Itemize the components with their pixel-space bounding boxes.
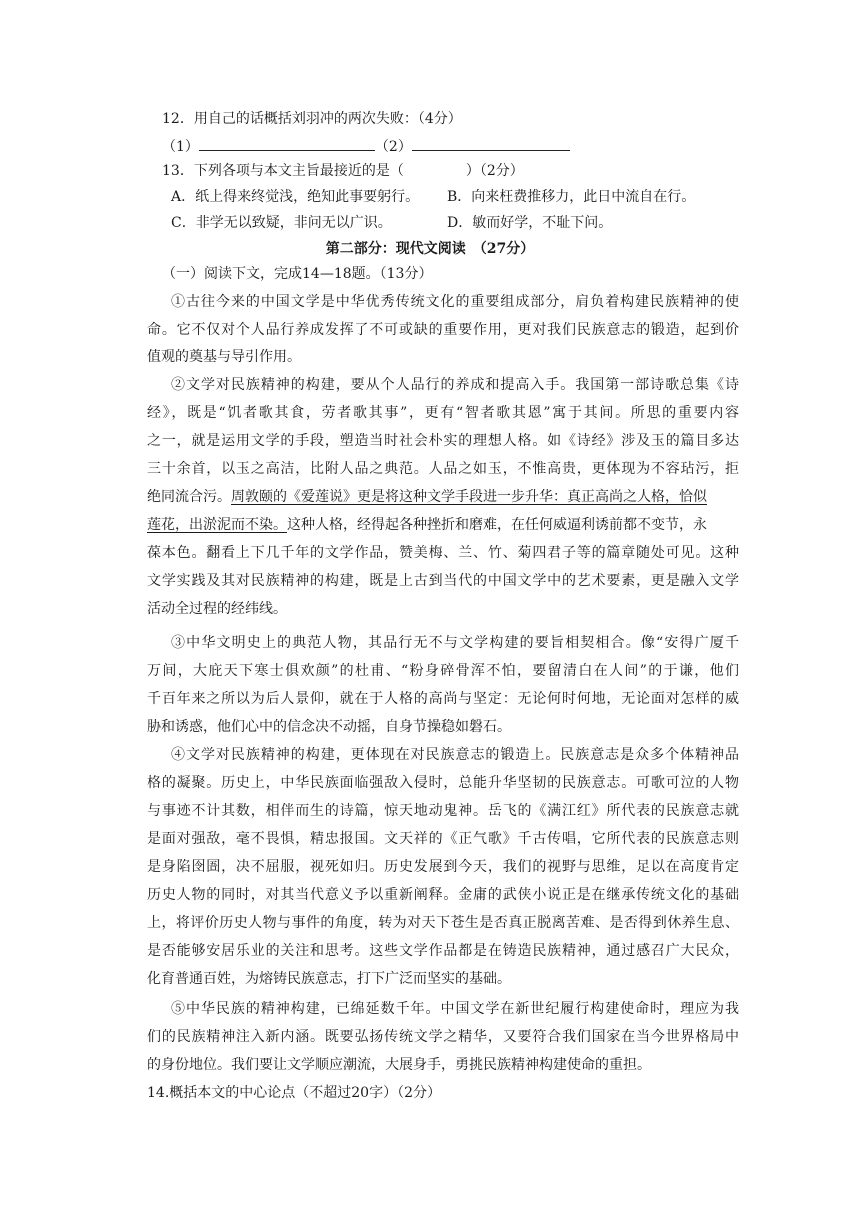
paragraph-4-line-6: 历史人物的同时，对其当代意义予以重新阐释。金庸的武侠小说正是在继承传统文化的基础 xyxy=(147,887,739,903)
question-13-score: ）（2分） xyxy=(465,163,524,179)
paragraph-4-line-9: 化育普通百姓，为熔铸民族意志，打下广泛而坚实的基础。 xyxy=(147,971,511,987)
paragraph-4-line-1: ④文学对民族精神的构建，更体现在对民族意志的锻造上。民族意志是众多个体精神品 xyxy=(171,747,739,763)
paragraph-3-line-3: 千百年来之所以为后人景仰，就在于人格的高尚与坚定：无论何时何地，无论面对怎样的威 xyxy=(147,691,739,707)
paragraph-2-line-8: 文学实践及其对民族精神的构建，既是上古到当代的中国文学中的艺术要素，更是融入文学 xyxy=(147,573,739,589)
paragraph-2-line-5-text: 绝同流合污。 xyxy=(147,489,231,505)
underlined-sentence-part-2: 莲花，出淤泥而不染。 xyxy=(147,517,287,533)
paragraph-5-line-1: ⑤中华民族的精神构建，已绵延数千年。中国文学在新世纪履行构建使命时，理应为我 xyxy=(171,1001,739,1017)
underlined-sentence-part-1: 周敦颐的《爱莲说》更是将这种文学手段进一步升华：真正高尚之人格，恰似 xyxy=(231,489,707,505)
paragraph-4-line-3: 与事迹不计其数，相伴而生的诗篇，惊天地动鬼神。岳飞的《满江红》所代表的民族意志就 xyxy=(147,803,739,819)
paragraph-2-line-6-text: 这种人格，经得起各种挫折和磨难，在任何威逼利诱前都不变节，永 xyxy=(287,517,707,533)
blank-1-label: （1） xyxy=(162,139,199,155)
option-a: A．纸上得来终觉浅，绝知此事要躬行。 xyxy=(171,189,420,205)
answer-blank-2[interactable] xyxy=(412,136,570,151)
option-d: D．敏而好学，不耻下问。 xyxy=(447,215,613,231)
paragraph-2-line-4: 三十余首，以玉之高洁，比附人品之典范。人品之如玉，不惟高贵，更体现为不容玷污，拒 xyxy=(147,461,739,477)
section-subtitle: （一）阅读下文，完成14—18题。（13分） xyxy=(162,266,433,282)
paragraph-2-line-6 xyxy=(147,516,707,534)
paragraph-3-line-2: 万间，大庇天下寒士俱欢颜”的杜甫、“粉身碎骨浑不怕，要留清白在人间”的于谦，他们 xyxy=(147,663,739,679)
paragraph-2-line-2: 经》，既是“饥者歌其食，劳者歌其事”，更有“智者歌其恩”寓于其间。所思的重要内容 xyxy=(147,405,739,421)
paragraph-2-line-7: 葆本色。翻看上下几千年的文学作品，赞美梅、兰、竹、菊四君子等的篇章随处可见。这种 xyxy=(147,545,739,561)
paragraph-4-line-5: 是身陷囹圄，决不屈服，视死如归。历史发展到今天，我们的视野与思维，足以在高度肯定 xyxy=(147,859,739,875)
paragraph-5-line-2: 们的民族精神注入新内涵。既要弘扬传统文学之精华，又要符合我们国家在当今世界格局中 xyxy=(147,1029,739,1045)
option-c: C．非学无以致疑，非问无以广识。 xyxy=(171,215,392,231)
section-title: 第二部分：现代文阅读 （27分） xyxy=(325,241,535,257)
paragraph-1-line-3: 值观的奠基与导引作用。 xyxy=(147,349,301,365)
paragraph-2-line-5 xyxy=(147,488,707,506)
paragraph-4-line-8: 是否能够安居乐业的关注和思考。这些文学作品都是在铸造民族精神，通过感召广大民众， xyxy=(147,943,739,959)
question-13-stem-text: 13．下列各项与本文主旨最接近的是（ xyxy=(162,163,404,179)
paragraph-4-line-7: 上，将评价历史人物与事件的角度，转为对天下苍生是否真正脱离苦难、是否得到休养生息、 xyxy=(147,915,739,931)
blank-2-label: （2） xyxy=(374,139,412,155)
paragraph-3-line-1: ③中华文明史上的典范人物，其品行无不与文学构建的要旨相契相合。像“安得广厦千 xyxy=(171,635,739,651)
paragraph-1-line-2: 命。它不仅对个人品行养成发挥了不可或缺的重要作用，更对我们民族意志的锻造，起到价 xyxy=(147,322,739,338)
question-12-stem: 12．用自己的话概括刘羽冲的两次失败：（4分） xyxy=(162,111,462,127)
question-14-stem: 14.概括本文的中心论点（不超过20字）（2分） xyxy=(147,1085,441,1101)
option-b: B．向来枉费推移力，此日中流自在行。 xyxy=(447,189,696,205)
paragraph-5-line-3: 的身份地位。我们要让文学顺应潮流，大展身手，勇挑民族精神构建使命的重担。 xyxy=(147,1057,651,1073)
paragraph-2-line-3: 之一，就是运用文学的手段，塑造当时社会朴实的理想人格。如《诗经》涉及玉的篇目多达 xyxy=(147,433,739,449)
question-13-stem xyxy=(162,162,524,180)
paragraph-2-line-9: 活动全过程的经纬线。 xyxy=(147,601,287,617)
paragraph-3-line-4: 胁和诱惑，他们心中的信念决不动摇，自身节操稳如磐石。 xyxy=(147,719,511,735)
paragraph-4-line-2: 格的凝聚。历史上，中华民族面临强敌入侵时，总能升华坚韧的民族意志。可歌可泣的人物 xyxy=(147,775,739,791)
paragraph-4-line-4: 是面对强敌，毫不畏惧，精忠报国。文天祥的《正气歌》千古传唱，它所代表的民族意志则 xyxy=(147,831,739,847)
question-12-answer-row xyxy=(162,136,570,156)
paragraph-1-line-1: ①古往今来的中国文学是中华优秀传统文化的重要组成部分，肩负着构建民族精神的使 xyxy=(171,294,739,310)
answer-blank-1[interactable] xyxy=(199,136,375,151)
paragraph-2-line-1: ②文学对民族精神的构建，要从个人品行的养成和提高入手。我国第一部诗歌总集《诗 xyxy=(171,377,739,393)
